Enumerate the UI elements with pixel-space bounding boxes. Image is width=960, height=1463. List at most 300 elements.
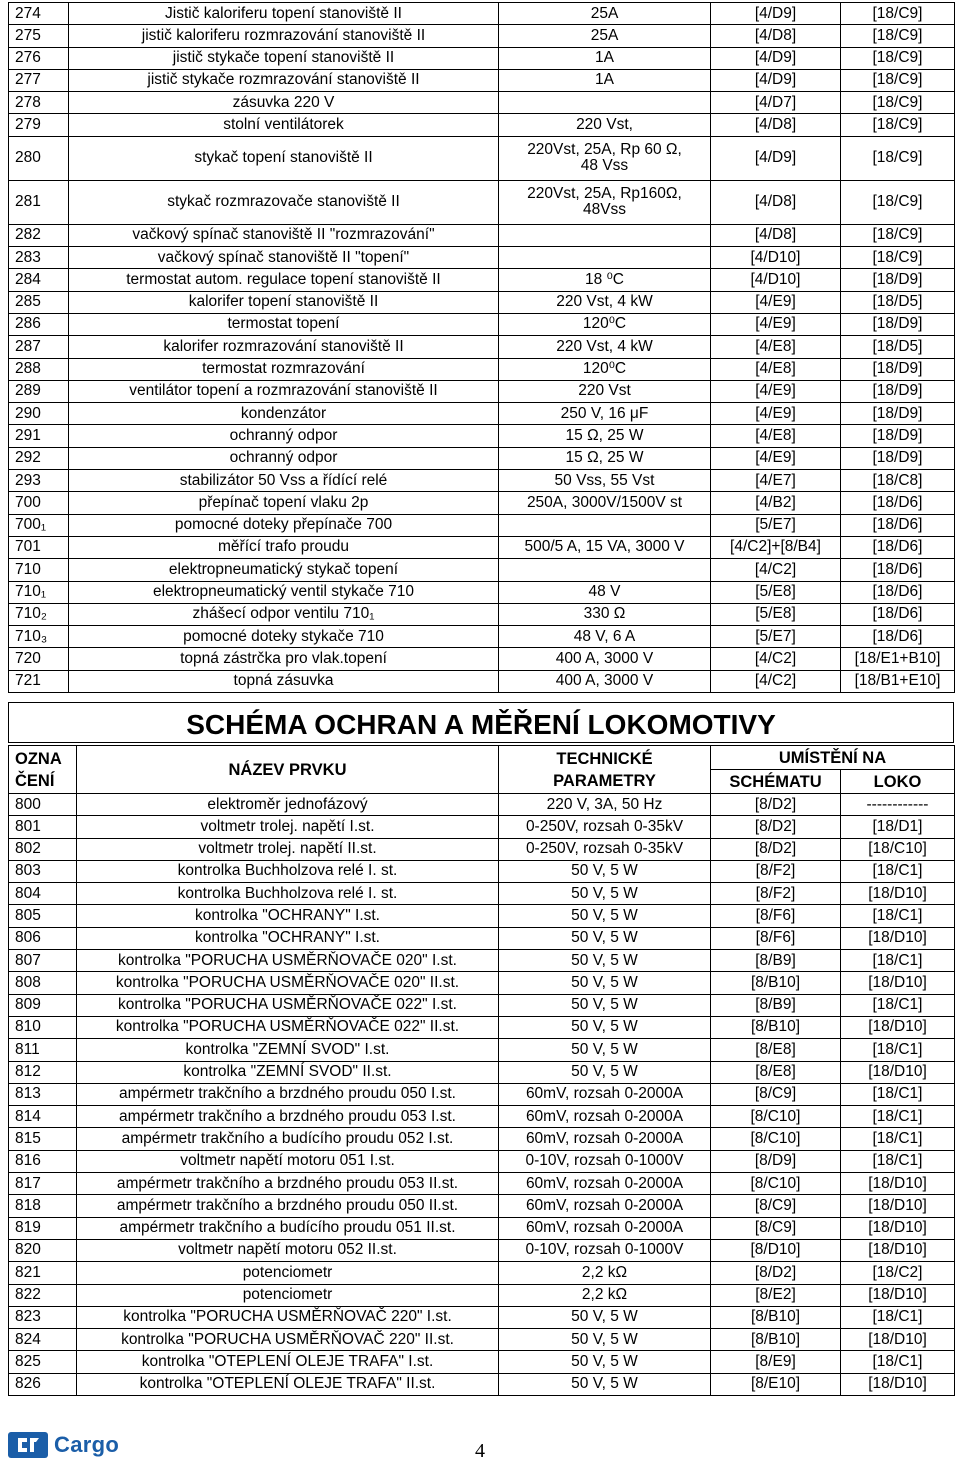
row-params: 220 Vst, 4 kW [499, 336, 711, 358]
row-name: topná zásuvka [69, 670, 499, 692]
row-loko-location: [18/C9] [841, 180, 955, 224]
table-row [9, 1150, 955, 1172]
row-loko-location: [18/C1] [841, 905, 955, 927]
row-loko-location: [18/D10] [841, 1195, 955, 1217]
row-params: 50 V, 5 W [499, 950, 711, 972]
table-row [9, 1083, 955, 1105]
row-schema-location: [4/D8] [711, 25, 841, 47]
table-row [9, 1106, 955, 1128]
table-row [9, 905, 955, 927]
row-params: 220 V, 3A, 50 Hz [499, 794, 711, 816]
row-schema-location: [8/F6] [711, 927, 841, 949]
row-params: 48 V [499, 581, 711, 603]
table-row [9, 224, 955, 246]
row-number: 822 [9, 1284, 77, 1306]
row-name: kondenzátor [69, 403, 499, 425]
row-schema-location: [4/E9] [711, 313, 841, 335]
row-name: stabilizátor 50 Vss a řídící relé [69, 470, 499, 492]
table-row [9, 1306, 955, 1328]
row-loko-location: [18/D6] [841, 581, 955, 603]
table-row [9, 136, 955, 180]
row-name: elektroměr jednofázový [77, 794, 499, 816]
table-row [9, 670, 955, 692]
row-schema-location: [4/E8] [711, 336, 841, 358]
table-row [9, 447, 955, 469]
row-name: kontrolka "PORUCHA USMĚRŇOVAČ 220" I.st. [77, 1306, 499, 1328]
row-params: 500/5 A, 15 VA, 3000 V [499, 536, 711, 558]
row-loko-location: [18/D10] [841, 883, 955, 905]
row-name: stolní ventilátorek [69, 114, 499, 136]
row-number: 275 [9, 25, 69, 47]
row-number: 812 [9, 1061, 77, 1083]
row-params: 250A, 3000V/1500V st [499, 492, 711, 514]
section-title: SCHÉMA OCHRAN A MĚŘENÍ LOKOMOTIVY [8, 702, 954, 743]
row-params-line1: 220Vst, 25A, Rp160Ω, [527, 185, 682, 203]
table-row [9, 47, 955, 69]
row-schema-location: [8/B10] [711, 1306, 841, 1328]
row-name: stykač topení stanoviště II [69, 136, 499, 180]
row-number: 800 [9, 794, 77, 816]
row-params-line2: 48 Vss [580, 157, 629, 175]
row-number: 279 [9, 114, 69, 136]
row-schema-location: [4/D8] [711, 224, 841, 246]
row-number: 810 [9, 1016, 77, 1038]
row-name: ampérmetr trakčního a brzdného proudu 050 I.st. [77, 1083, 499, 1105]
row-schema-location: [8/F6] [711, 905, 841, 927]
header-umisteni: UMÍSTĚNÍ NA [711, 746, 955, 770]
row-number: 277 [9, 69, 69, 91]
row-number: 814 [9, 1106, 77, 1128]
row-name: kontrolka "ZEMNÍ SVOD" II.st. [77, 1061, 499, 1083]
row-params: 60mV, rozsah 0-2000A [499, 1083, 711, 1105]
row-loko-location: [18/C1] [841, 1128, 955, 1150]
row-loko-location: [18/C1] [841, 1351, 955, 1373]
row-params-line2: 48Vss [582, 201, 627, 219]
row-params: 50 V, 5 W [499, 1306, 711, 1328]
row-schema-location: [8/B10] [711, 972, 841, 994]
row-name: přepínač topení vlaku 2p [69, 492, 499, 514]
table-row [9, 1016, 955, 1038]
row-loko-location: [18/C9] [841, 25, 955, 47]
row-params: 60mV, rozsah 0-2000A [499, 1217, 711, 1239]
table-row [9, 950, 955, 972]
row-loko-location: [18/D6] [841, 626, 955, 648]
row-schema-location: [8/B10] [711, 1016, 841, 1038]
row-loko-location: [18/D6] [841, 492, 955, 514]
row-name: kontrolka "OCHRANY" I.st. [77, 927, 499, 949]
row-schema-location: [8/C10] [711, 1173, 841, 1195]
row-schema-location: [4/E9] [711, 403, 841, 425]
row-loko-location: [18/D5] [841, 336, 955, 358]
row-number: 280 [9, 136, 69, 180]
row-number: 802 [9, 838, 77, 860]
row-number: 710₁ [9, 581, 69, 603]
row-number: 289 [9, 380, 69, 402]
row-name: potenciometr [77, 1262, 499, 1284]
row-schema-location: [4/C2] [711, 648, 841, 670]
row-schema-location: [8/E9] [711, 1351, 841, 1373]
row-schema-location: [4/E9] [711, 447, 841, 469]
table-row [9, 25, 955, 47]
header-params-line2: PARAMETRY [553, 771, 656, 790]
row-loko-location: [18/C1] [841, 1083, 955, 1105]
row-params: 50 Vss, 55 Vst [499, 470, 711, 492]
table-row [9, 648, 955, 670]
row-loko-location: [18/D1] [841, 816, 955, 838]
row-number: 283 [9, 247, 69, 269]
row-schema-location: [8/C10] [711, 1128, 841, 1150]
row-loko-location: [18/D9] [841, 425, 955, 447]
header-oznaceni-line2: ČENÍ [15, 771, 55, 790]
table-row [9, 883, 955, 905]
row-params: 60mV, rozsah 0-2000A [499, 1128, 711, 1150]
row-loko-location: [18/C9] [841, 3, 955, 25]
row-params [499, 559, 711, 581]
row-name: ventilátor topení a rozmrazování stanoviště II [69, 380, 499, 402]
row-number: 811 [9, 1039, 77, 1061]
table-row [9, 269, 955, 291]
row-params: 220 Vst, [499, 114, 711, 136]
row-number: 287 [9, 336, 69, 358]
row-schema-location: [4/D8] [711, 114, 841, 136]
row-loko-location: [18/C8] [841, 470, 955, 492]
row-name: voltmetr napětí motoru 051 I.st. [77, 1150, 499, 1172]
row-number: 278 [9, 92, 69, 114]
row-params: 0-10V, rozsah 0-1000V [499, 1239, 711, 1261]
row-name: pomocné doteky přepínače 700 [69, 514, 499, 536]
row-name: potenciometr [77, 1284, 499, 1306]
table-row [9, 1351, 955, 1373]
row-loko-location: [18/D10] [841, 1239, 955, 1261]
row-number: 819 [9, 1217, 77, 1239]
header-loko: LOKO [841, 770, 955, 794]
row-number: 293 [9, 470, 69, 492]
table-row [9, 180, 955, 224]
row-schema-location: [4/E7] [711, 470, 841, 492]
table-row [9, 972, 955, 994]
row-params: 25A [499, 3, 711, 25]
row-loko-location: [18/C1] [841, 1150, 955, 1172]
row-loko-location: [18/C1] [841, 950, 955, 972]
row-schema-location: [8/C10] [711, 1106, 841, 1128]
row-number: 284 [9, 269, 69, 291]
row-params: 50 V, 5 W [499, 1016, 711, 1038]
row-params: 60mV, rozsah 0-2000A [499, 1195, 711, 1217]
table-row [9, 838, 955, 860]
row-name: jistič kaloriferu rozmrazování stanoviště II [69, 25, 499, 47]
row-name: kontrolka "PORUCHA USMĚRŇOVAČE 022" I.st. [77, 994, 499, 1016]
row-number: 700 [9, 492, 69, 514]
row-params-line1: 220Vst, 25A, Rp 60 Ω, [527, 141, 682, 159]
row-number: 805 [9, 905, 77, 927]
table-row [9, 794, 955, 816]
row-schema-location: [8/D9] [711, 1150, 841, 1172]
table-row [9, 313, 955, 335]
row-params [499, 136, 711, 180]
table-row [9, 380, 955, 402]
table-row [9, 470, 955, 492]
table-row [9, 247, 955, 269]
row-loko-location: [18/E1+B10] [841, 648, 955, 670]
table-row [9, 581, 955, 603]
row-params: 25A [499, 25, 711, 47]
row-name: kontrolka Buchholzova relé I. st. [77, 883, 499, 905]
row-params: 400 A, 3000 V [499, 670, 711, 692]
row-params: 330 Ω [499, 603, 711, 625]
table-row [9, 816, 955, 838]
row-number: 292 [9, 447, 69, 469]
row-number: 818 [9, 1195, 77, 1217]
row-loko-location: [18/D6] [841, 514, 955, 536]
row-number: 710₂ [9, 603, 69, 625]
row-name: voltmetr trolej. napětí I.st. [77, 816, 499, 838]
row-name: kontrolka "OCHRANY" I.st. [77, 905, 499, 927]
row-name: jistič stykače topení stanoviště II [69, 47, 499, 69]
row-number: 809 [9, 994, 77, 1016]
row-number: 710 [9, 559, 69, 581]
table-row [9, 1373, 955, 1395]
row-schema-location: [4/E8] [711, 425, 841, 447]
row-params: 48 V, 6 A [499, 626, 711, 648]
row-schema-location: [8/F2] [711, 860, 841, 882]
row-number: 808 [9, 972, 77, 994]
row-params [499, 92, 711, 114]
row-params [499, 247, 711, 269]
row-name: vačkový spínač stanoviště II "topení" [69, 247, 499, 269]
table-row [9, 994, 955, 1016]
row-loko-location: [18/C9] [841, 92, 955, 114]
row-name: ampérmetr trakčního a budícího proudu 051 II.st. [77, 1217, 499, 1239]
row-params: 400 A, 3000 V [499, 648, 711, 670]
row-loko-location: [18/D10] [841, 972, 955, 994]
table-row [9, 927, 955, 949]
table-row [9, 536, 955, 558]
row-schema-location: [4/E8] [711, 358, 841, 380]
row-schema-location: [4/C2]+[8/B4] [711, 536, 841, 558]
row-name: zásuvka 220 V [69, 92, 499, 114]
row-schema-location: [8/B9] [711, 950, 841, 972]
header-nazev-prvku: NÁZEV PRVKU [77, 746, 499, 794]
table-row [9, 1262, 955, 1284]
row-loko-location: [18/D9] [841, 403, 955, 425]
row-schema-location: [8/D10] [711, 1239, 841, 1261]
row-schema-location: [8/E8] [711, 1061, 841, 1083]
row-params: 250 V, 16 μF [499, 403, 711, 425]
row-schema-location: [8/F2] [711, 883, 841, 905]
row-number: 815 [9, 1128, 77, 1150]
row-params: 18 ⁰C [499, 269, 711, 291]
table-row [9, 3, 955, 25]
table-row [9, 425, 955, 447]
table-row [9, 69, 955, 91]
row-number: 291 [9, 425, 69, 447]
row-name: kontrolka "ZEMNÍ SVOD" I.st. [77, 1039, 499, 1061]
row-params: 50 V, 5 W [499, 972, 711, 994]
row-loko-location: [18/D6] [841, 536, 955, 558]
row-schema-location: [4/E9] [711, 291, 841, 313]
logo-text: Cargo [54, 1432, 120, 1457]
row-name: kalorifer topení stanoviště II [69, 291, 499, 313]
row-params: 50 V, 5 W [499, 860, 711, 882]
row-loko-location: [18/D6] [841, 559, 955, 581]
row-loko-location: [18/C1] [841, 1039, 955, 1061]
row-name: kontrolka "OTEPLENÍ OLEJE TRAFA" I.st. [77, 1351, 499, 1373]
components-table-heating [8, 2, 955, 693]
row-params: 120⁰C [499, 313, 711, 335]
row-number: 820 [9, 1239, 77, 1261]
header-technicke-parametry [499, 746, 711, 794]
row-loko-location: [18/C2] [841, 1262, 955, 1284]
cd-logo-icon [8, 1432, 48, 1458]
row-number: 821 [9, 1262, 77, 1284]
row-loko-location: [18/C9] [841, 247, 955, 269]
row-params: 50 V, 5 W [499, 905, 711, 927]
row-name: kontrolka "OTEPLENÍ OLEJE TRAFA" II.st. [77, 1373, 499, 1395]
row-params: 2,2 kΩ [499, 1284, 711, 1306]
row-schema-location: [4/D9] [711, 136, 841, 180]
row-loko-location: [18/D10] [841, 1284, 955, 1306]
row-loko-location: [18/C1] [841, 1306, 955, 1328]
row-name: voltmetr trolej. napětí II.st. [77, 838, 499, 860]
row-params: 1A [499, 69, 711, 91]
row-schema-location: [5/E8] [711, 603, 841, 625]
row-loko-location: [18/D10] [841, 1016, 955, 1038]
row-schema-location: [4/D8] [711, 180, 841, 224]
row-schema-location: [4/B2] [711, 492, 841, 514]
row-params: 15 Ω, 25 W [499, 447, 711, 469]
table-row [9, 1039, 955, 1061]
row-schema-location: [5/E8] [711, 581, 841, 603]
row-number: 813 [9, 1083, 77, 1105]
header-schematu: SCHÉMATU [711, 770, 841, 794]
row-number: 721 [9, 670, 69, 692]
row-number: 825 [9, 1351, 77, 1373]
row-schema-location: [8/D2] [711, 794, 841, 816]
table-row [9, 1329, 955, 1351]
table-row [9, 514, 955, 536]
row-loko-location: [18/D9] [841, 313, 955, 335]
row-number: 281 [9, 180, 69, 224]
header-oznaceni [9, 746, 77, 794]
row-number: 286 [9, 313, 69, 335]
table-row [9, 336, 955, 358]
row-schema-location: [8/B10] [711, 1329, 841, 1351]
components-table-protection [8, 745, 955, 1396]
row-params: 50 V, 5 W [499, 1351, 711, 1373]
table-row [9, 1239, 955, 1261]
row-loko-location: [18/C9] [841, 136, 955, 180]
row-name: elektropneumatický stykač topení [69, 559, 499, 581]
row-schema-location: [4/D9] [711, 3, 841, 25]
row-schema-location: [8/B9] [711, 994, 841, 1016]
row-name: topná zástrčka pro vlak.topení [69, 648, 499, 670]
row-name: ampérmetr trakčního a brzdného proudu 053 I.st. [77, 1106, 499, 1128]
row-loko-location: [18/D10] [841, 1373, 955, 1395]
row-name: termostat rozmrazování [69, 358, 499, 380]
row-number: 276 [9, 47, 69, 69]
row-number: 817 [9, 1173, 77, 1195]
row-number: 801 [9, 816, 77, 838]
row-name: ampérmetr trakčního a budícího proudu 052 I.st. [77, 1128, 499, 1150]
row-schema-location: [8/D2] [711, 816, 841, 838]
row-params: 120⁰C [499, 358, 711, 380]
table-row [9, 559, 955, 581]
row-loko-location: [18/D9] [841, 358, 955, 380]
row-loko-location: [18/D10] [841, 1173, 955, 1195]
row-loko-location: ------------ [841, 794, 955, 816]
row-params: 2,2 kΩ [499, 1262, 711, 1284]
row-loko-location: [18/C10] [841, 838, 955, 860]
row-number: 288 [9, 358, 69, 380]
row-loko-location: [18/C1] [841, 1106, 955, 1128]
row-name: Jistič kaloriferu topení stanoviště II [69, 3, 499, 25]
row-name: ochranný odpor [69, 425, 499, 447]
table-row [9, 1195, 955, 1217]
table-row [9, 1217, 955, 1239]
row-loko-location: [18/D9] [841, 269, 955, 291]
row-name: kontrolka "PORUCHA USMĚRŇOVAČ 220" II.st. [77, 1329, 499, 1351]
row-number: 700₁ [9, 514, 69, 536]
row-params: 0-250V, rozsah 0-35kV [499, 816, 711, 838]
row-loko-location: [18/D5] [841, 291, 955, 313]
row-params: 60mV, rozsah 0-2000A [499, 1106, 711, 1128]
row-number: 290 [9, 403, 69, 425]
row-schema-location: [5/E7] [711, 626, 841, 648]
row-loko-location: [18/D9] [841, 447, 955, 469]
row-schema-location: [8/D2] [711, 838, 841, 860]
row-schema-location: [4/D10] [711, 269, 841, 291]
page-number: 4 [475, 1440, 485, 1462]
row-params [499, 514, 711, 536]
row-number: 816 [9, 1150, 77, 1172]
row-params: 1A [499, 47, 711, 69]
row-loko-location: [18/C1] [841, 860, 955, 882]
header-oznaceni-line1: OZNA [15, 749, 62, 768]
row-params: 50 V, 5 W [499, 927, 711, 949]
row-number: 826 [9, 1373, 77, 1395]
row-schema-location: [8/E8] [711, 1039, 841, 1061]
row-loko-location: [18/C1] [841, 994, 955, 1016]
row-number: 701 [9, 536, 69, 558]
row-name: pomocné doteky stykače 710 [69, 626, 499, 648]
row-params: 50 V, 5 W [499, 1061, 711, 1083]
row-name: kontrolka "PORUCHA USMĚRŇOVAČE 020" II.st. [77, 972, 499, 994]
row-loko-location: [18/D10] [841, 1329, 955, 1351]
row-schema-location: [4/C2] [711, 559, 841, 581]
table-row [9, 1284, 955, 1306]
table-row [9, 603, 955, 625]
row-name: ochranný odpor [69, 447, 499, 469]
row-schema-location: [8/C9] [711, 1217, 841, 1239]
row-name: voltmetr napětí motoru 052 II.st. [77, 1239, 499, 1261]
row-schema-location: [8/D2] [711, 1262, 841, 1284]
row-name: ampérmetr trakčního a brzdného proudu 053 II.st. [77, 1173, 499, 1195]
row-name: kontrolka "PORUCHA USMĚRŇOVAČE 020" I.st. [77, 950, 499, 972]
table-row [9, 1061, 955, 1083]
row-params: 50 V, 5 W [499, 1039, 711, 1061]
row-name: kontrolka "PORUCHA USMĚRŇOVAČE 022" II.st. [77, 1016, 499, 1038]
row-params: 50 V, 5 W [499, 994, 711, 1016]
table-row [9, 403, 955, 425]
row-schema-location: [4/D9] [711, 47, 841, 69]
row-params [499, 224, 711, 246]
row-schema-location: [8/C9] [711, 1195, 841, 1217]
row-number: 285 [9, 291, 69, 313]
row-name: jistič stykače rozmrazování stanoviště II [69, 69, 499, 91]
table-row [9, 860, 955, 882]
row-name: vačkový spínač stanoviště II "rozmrazování" [69, 224, 499, 246]
row-schema-location: [4/D9] [711, 69, 841, 91]
